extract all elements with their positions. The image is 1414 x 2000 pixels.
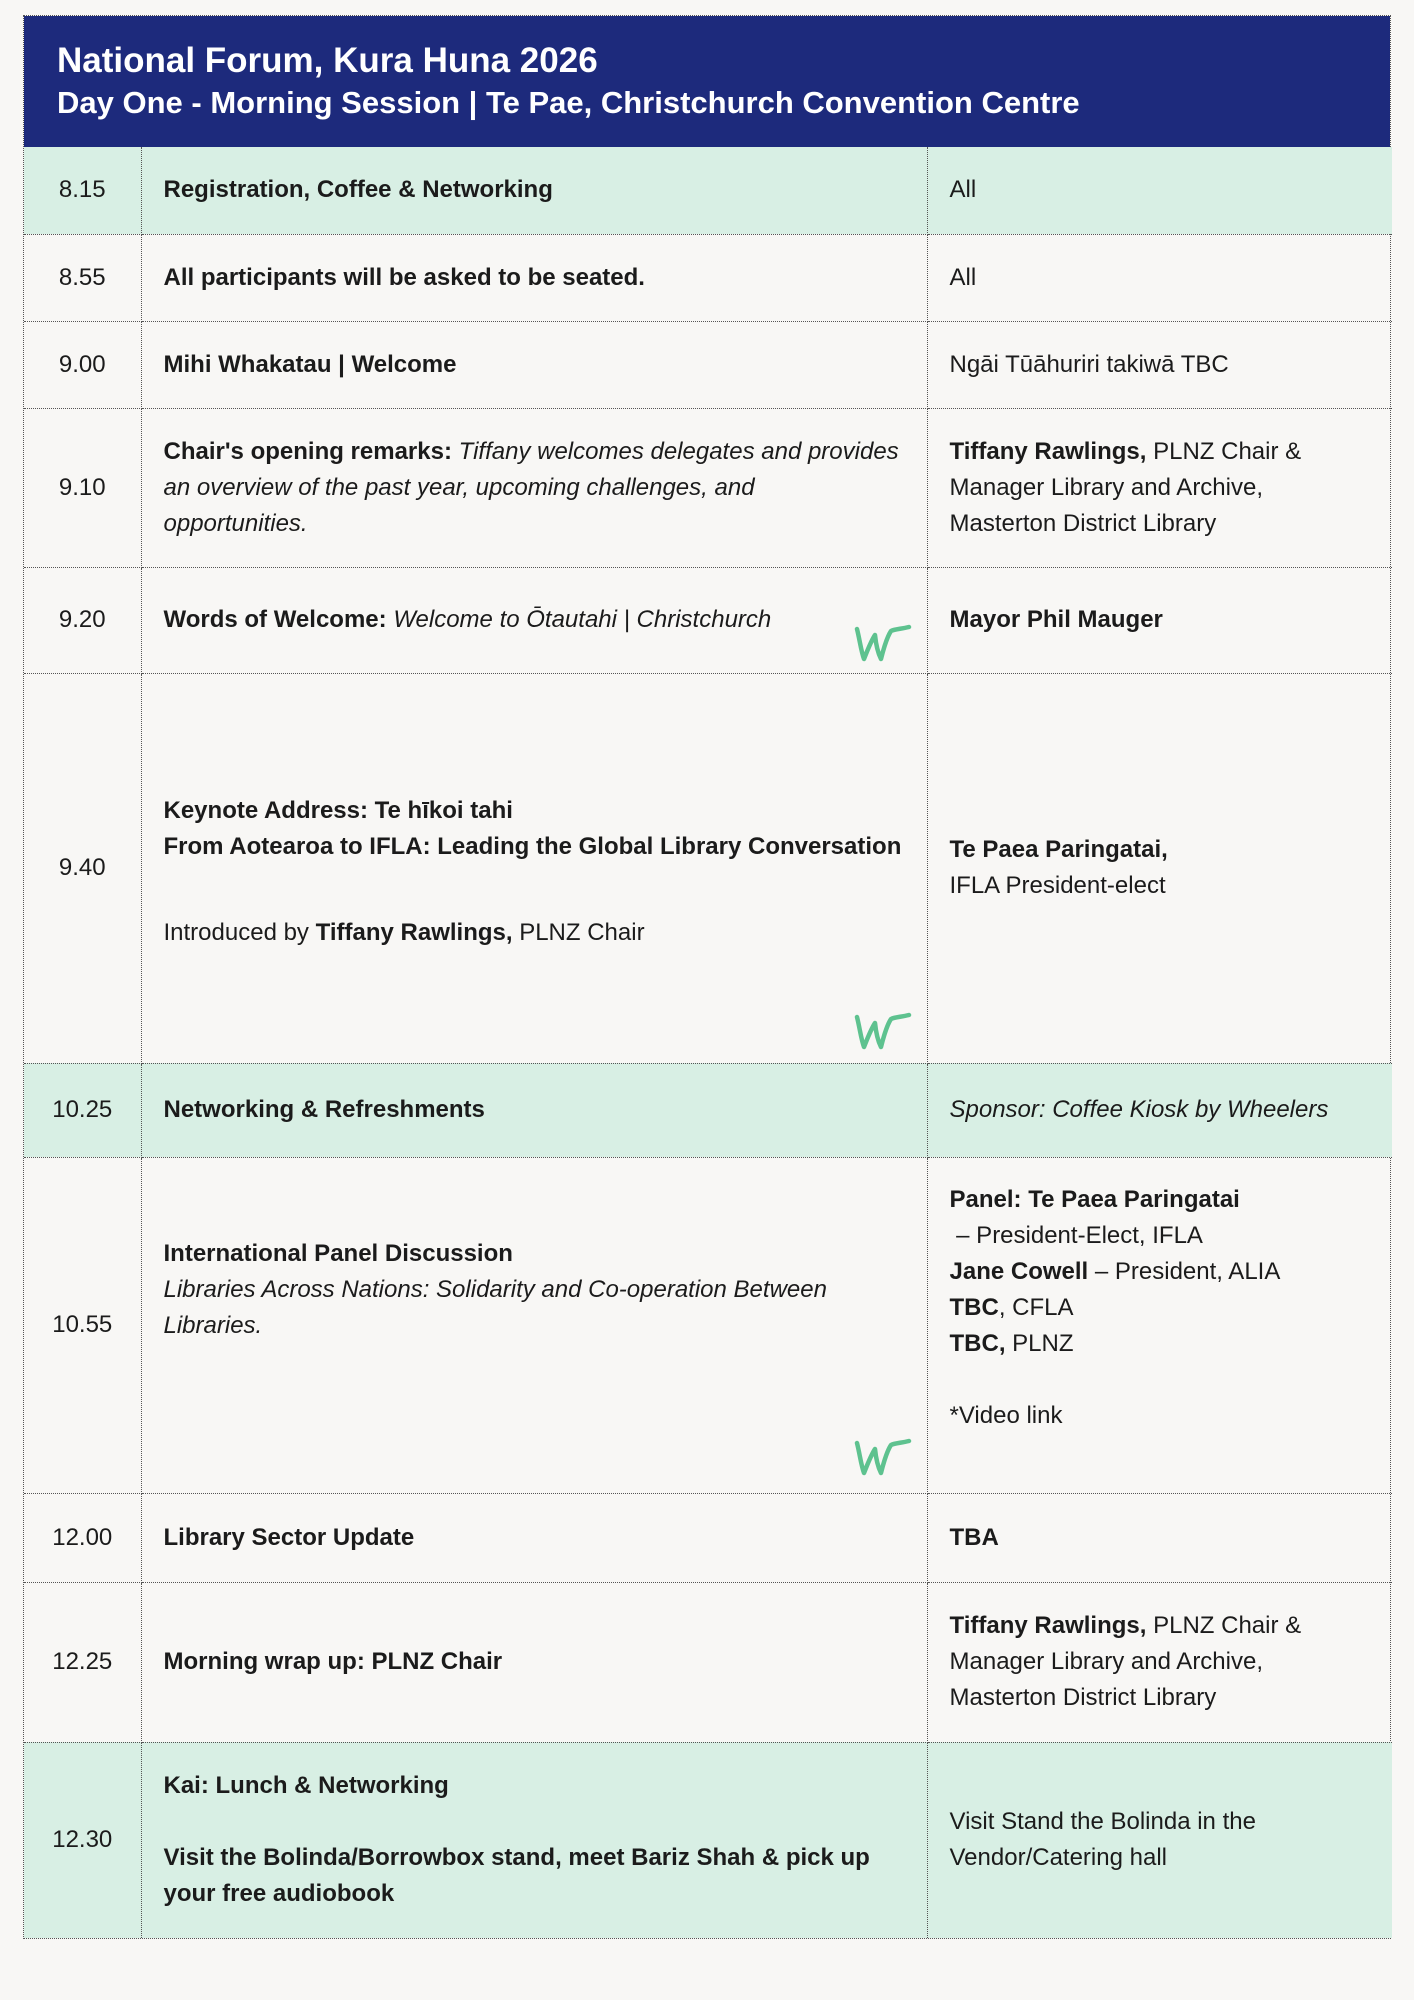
speaker-name: Tiffany Rawlings, <box>949 437 1147 465</box>
panel-member: TBC, CFLA <box>949 1293 1074 1321</box>
session-description: Welcome to Ōtautahi | Christchurch <box>393 606 772 633</box>
table-row <box>24 1157 1392 1493</box>
video-link-note: *Video link <box>949 1401 1063 1429</box>
session-title <box>141 1742 927 1938</box>
time-cell: 10.55 <box>24 1157 141 1493</box>
session-title <box>141 673 927 1063</box>
time-cell: 12.00 <box>24 1493 141 1582</box>
table-row <box>24 673 1392 1063</box>
panel-member: Jane Cowell – President, ALIA <box>949 1257 1281 1285</box>
panel-member: – President-Elect, IFLA <box>949 1221 1203 1249</box>
wheelers-w-icon <box>851 1005 913 1053</box>
keynote-subtitle: From Aotearoa to IFLA: Leading the Global Library Conversation <box>163 833 902 860</box>
intro-name: Tiffany Rawlings, <box>315 919 513 946</box>
speaker-cell: Sponsor: Coffee Kiosk by Wheelers <box>927 1063 1392 1157</box>
session-title <box>141 1157 927 1493</box>
speaker-cell <box>927 1582 1392 1742</box>
lunch-title: Kai: Lunch & Networking <box>163 1772 449 1800</box>
speaker-name: Tiffany Rawlings, <box>949 1612 1147 1639</box>
wheelers-w-icon <box>851 617 913 665</box>
speaker-name: Te Paea Paringatai, <box>949 836 1168 863</box>
speaker-cell: Ngāi Tūāhuriri takiwā TBC <box>927 321 1392 408</box>
session-description: Tiffany welcomes delegates and provides an overview of the past year, upcoming challenges, and opportunities. <box>163 437 899 537</box>
speaker-cell: All <box>927 147 1392 234</box>
agenda-header <box>24 16 1390 147</box>
speaker-cell <box>927 408 1392 567</box>
session-title <box>141 567 927 673</box>
table-row <box>24 1582 1392 1742</box>
speaker-cell <box>927 673 1392 1063</box>
time-cell: 9.20 <box>24 567 141 673</box>
table-row <box>24 1063 1392 1157</box>
table-row <box>24 147 1392 234</box>
panel-title: International Panel Discussion <box>163 1239 513 1267</box>
lunch-description: Visit the Bolinda/Borrowbox stand, meet Bariz Shah & pick up your free audiobook <box>163 1844 870 1908</box>
agenda-sheet <box>23 15 1391 1939</box>
page-subtitle: Day One - Morning Session | Te Pae, Christchurch Convention Centre <box>57 85 1080 120</box>
session-title: Library Sector Update <box>141 1493 927 1582</box>
table-row <box>24 1742 1392 1938</box>
speaker-cell: TBA <box>927 1493 1392 1582</box>
speaker-cell: All <box>927 234 1392 321</box>
wheelers-w-icon <box>851 1431 913 1479</box>
session-title <box>141 408 927 567</box>
page-title: National Forum, Kura Huna 2026 <box>57 41 598 80</box>
speaker-role: PLNZ Chair & Manager Library and Archive, Masterton District Library <box>949 437 1302 537</box>
time-cell: 8.55 <box>24 234 141 321</box>
time-cell: 9.40 <box>24 673 141 1063</box>
time-cell: 12.25 <box>24 1582 141 1742</box>
session-title: All participants will be asked to be seated. <box>141 234 927 321</box>
agenda-table <box>24 147 1392 1938</box>
speaker-role: IFLA President-elect <box>949 872 1166 899</box>
time-cell: 9.00 <box>24 321 141 408</box>
session-title-label: Chair's opening remarks: <box>163 437 452 465</box>
session-title: Mihi Whakatau | Welcome <box>141 321 927 408</box>
table-row <box>24 234 1392 321</box>
keynote-title: Keynote Address: Te hīkoi tahi <box>163 797 513 824</box>
speaker-cell: Visit Stand the Bolinda in the Vendor/Catering hall <box>927 1742 1392 1938</box>
speaker-cell: Mayor Phil Mauger <box>927 567 1392 673</box>
table-row <box>24 321 1392 408</box>
panel-member: Panel: Te Paea Paringatai <box>949 1185 1240 1213</box>
table-row <box>24 408 1392 567</box>
intro-prefix: Introduced by <box>163 919 309 946</box>
speaker-role: PLNZ Chair & Manager Library and Archive, Masterton District Library <box>949 1612 1302 1711</box>
table-row <box>24 567 1392 673</box>
session-title: Morning wrap up: PLNZ Chair <box>141 1582 927 1742</box>
session-title: Registration, Coffee & Networking <box>141 147 927 234</box>
panel-description: Libraries Across Nations: Solidarity and Co-operation Between Libraries. <box>163 1275 827 1339</box>
speaker-cell <box>927 1157 1392 1493</box>
session-title: Networking & Refreshments <box>141 1063 927 1157</box>
intro-role: PLNZ Chair <box>519 919 645 946</box>
time-cell: 12.30 <box>24 1742 141 1938</box>
session-title-label: Words of Welcome: <box>163 606 387 633</box>
time-cell: 10.25 <box>24 1063 141 1157</box>
time-cell: 8.15 <box>24 147 141 234</box>
time-cell: 9.10 <box>24 408 141 567</box>
table-row <box>24 1493 1392 1582</box>
panel-member: TBC, PLNZ <box>949 1329 1074 1357</box>
